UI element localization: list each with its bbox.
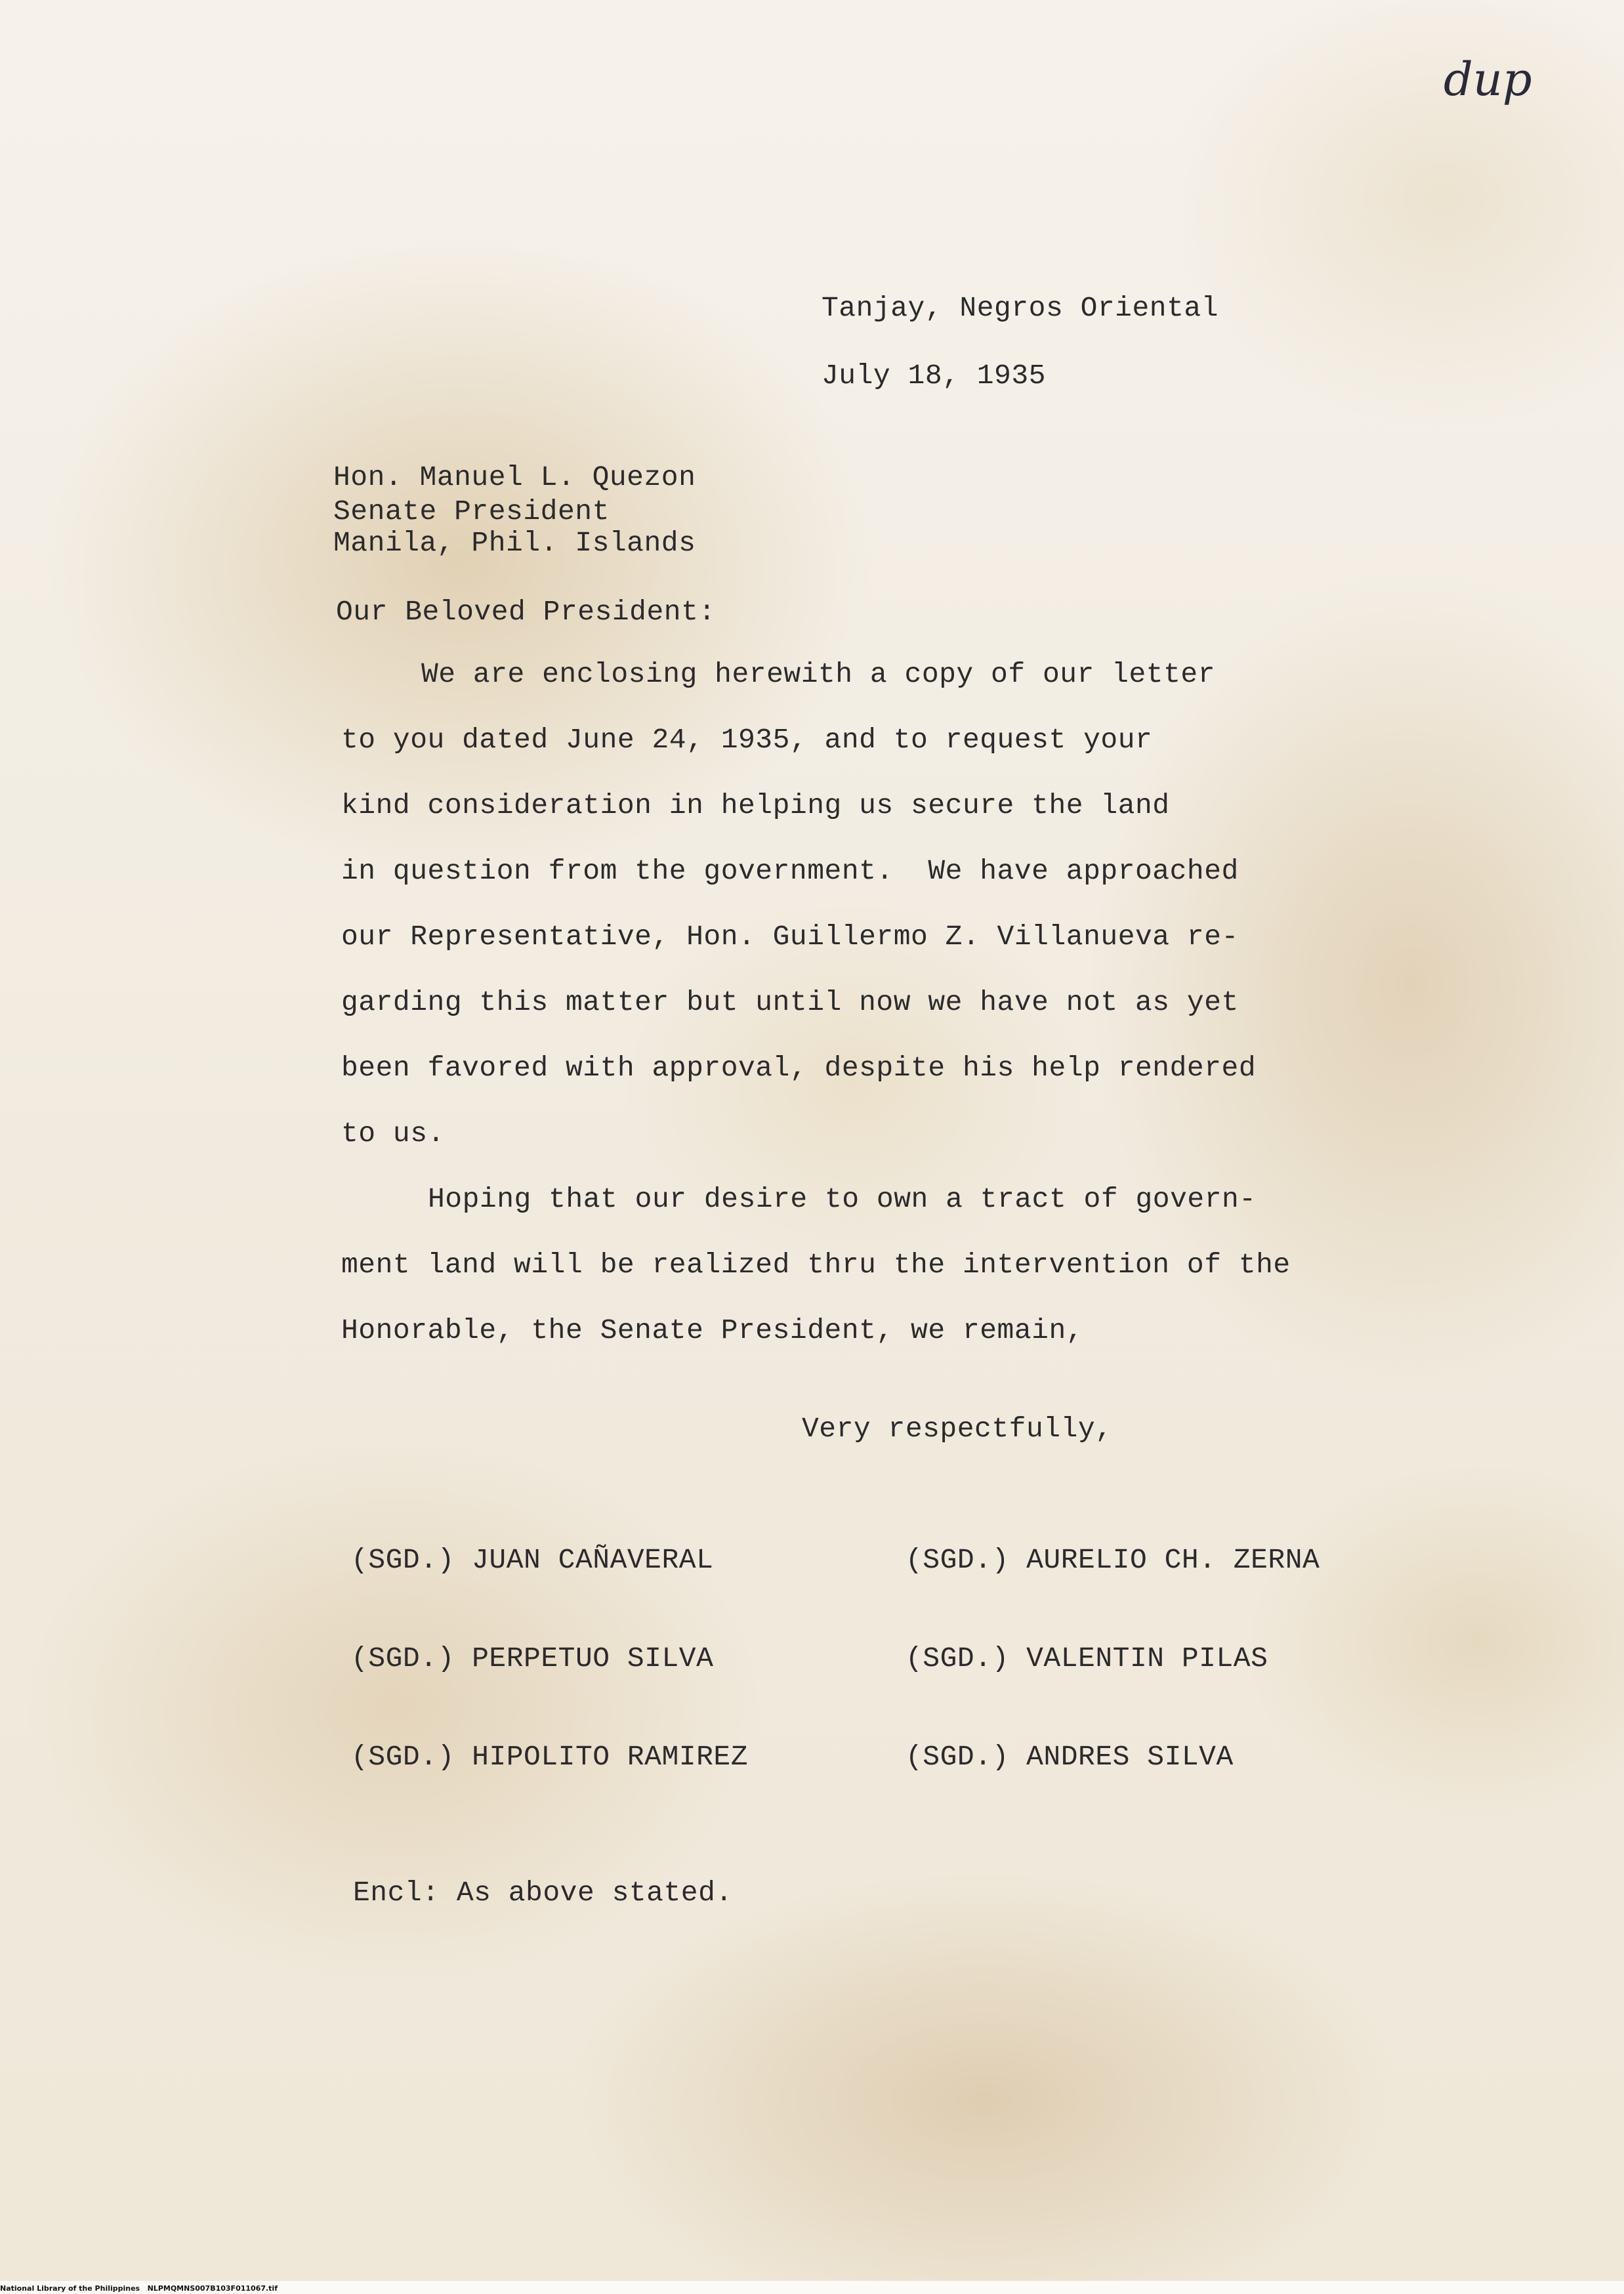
signatory-right: (SGD.) ANDRES SILVA <box>906 1741 1234 1773</box>
addressee-name: Hon. Manuel L. Quezon <box>333 461 696 493</box>
enclosure-note: Encl: As above stated. <box>353 1877 733 1909</box>
body-line: kind consideration in helping us secure the land <box>341 789 1170 822</box>
addressee-title: Senate President <box>333 495 610 528</box>
letter-place: Tanjay, Negros Oriental <box>822 292 1218 324</box>
archive-id: National Library of the Philippines NLPMQMNS007B103F011067.tif <box>0 2284 278 2293</box>
addressee-location: Manila, Phil. Islands <box>333 527 696 559</box>
body-line: Honorable, the Senate President, we remain, <box>341 1314 1084 1346</box>
signatory-left: (SGD.) HIPOLITO RAMIREZ <box>351 1741 748 1773</box>
signatory-left: (SGD.) PERPETUO SILVA <box>351 1642 714 1675</box>
signatory-right: (SGD.) VALENTIN PILAS <box>906 1642 1268 1675</box>
salutation: Our Beloved President: <box>336 596 716 628</box>
body-line: been favored with approval, despite his help rendered <box>341 1052 1257 1084</box>
closing: Very respectfully, <box>802 1413 1113 1445</box>
body-line: to us. <box>341 1117 445 1150</box>
signatory-right: (SGD.) AURELIO CH. ZERNA <box>906 1544 1320 1576</box>
handwritten-annotation: dup <box>1444 52 1532 106</box>
signatory-left: (SGD.) JUAN CAÑAVERAL <box>351 1544 714 1576</box>
letter-date: July 18, 1935 <box>822 360 1046 392</box>
body-line: our Representative, Hon. Guillermo Z. Villanueva re- <box>341 921 1239 953</box>
body-line: in question from the government. We have approached <box>341 855 1239 887</box>
body-line: garding this matter but until now we have not as yet <box>341 986 1239 1018</box>
body-line: to you dated June 24, 1935, and to request your <box>341 724 1153 756</box>
body-line: ment land will be realized thru the intervention of the <box>341 1249 1291 1281</box>
body-line: We are enclosing herewith a copy of our letter <box>421 658 1215 690</box>
body-line: Hoping that our desire to own a tract of govern- <box>428 1183 1257 1215</box>
